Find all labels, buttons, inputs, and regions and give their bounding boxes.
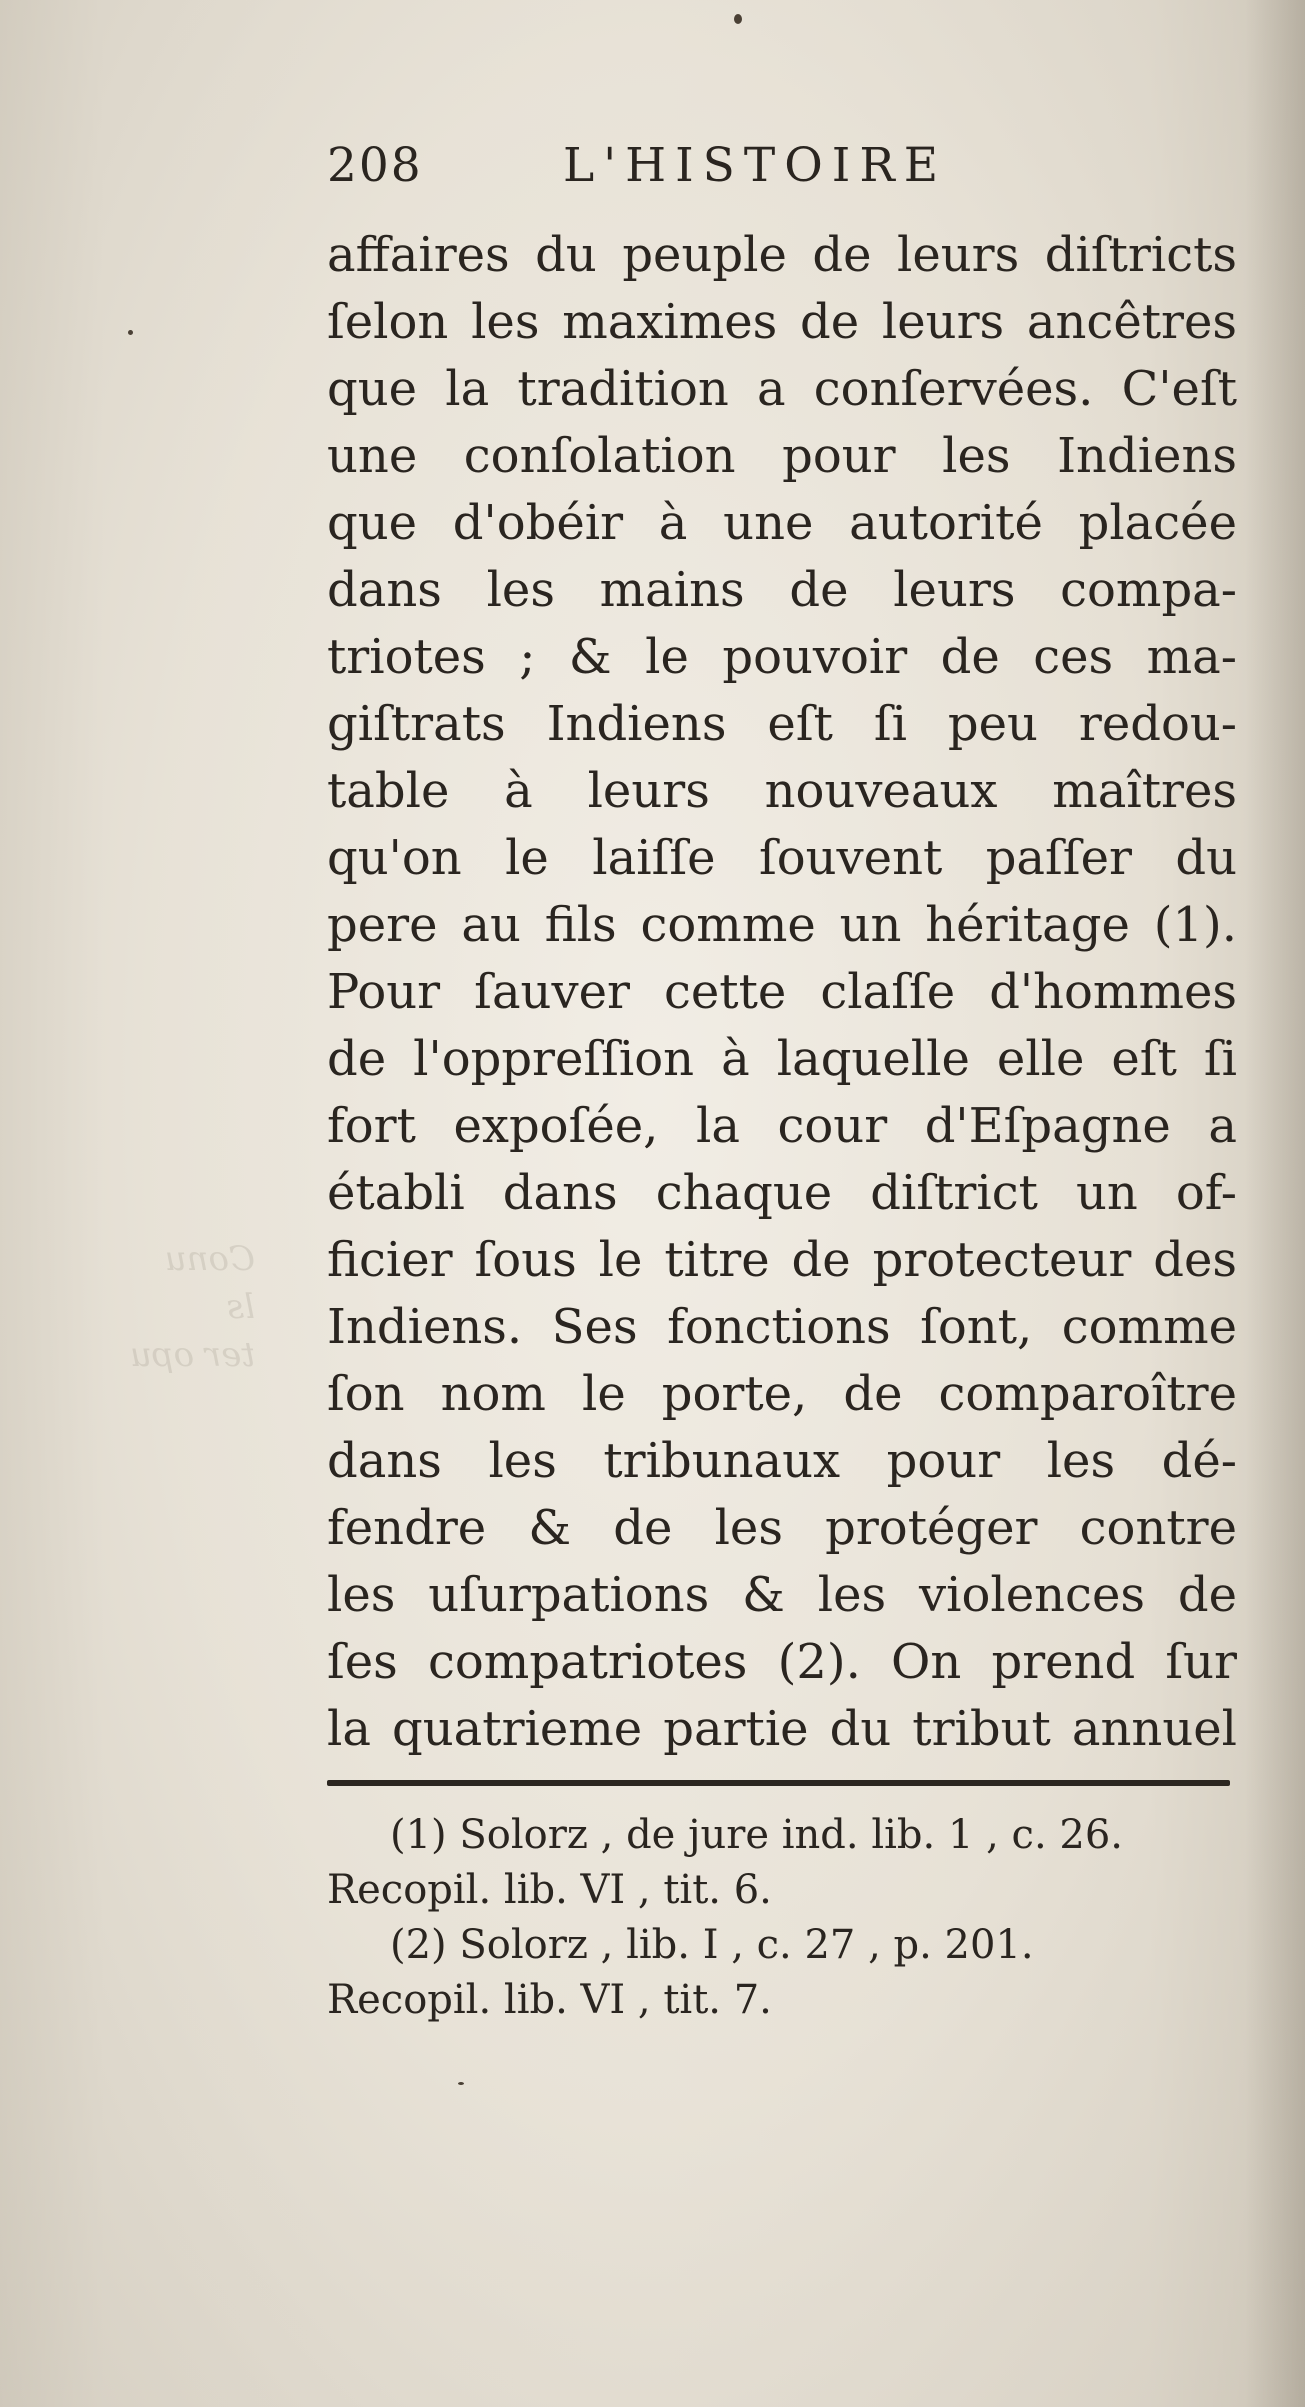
text-line: qu'on le laiſſe ſouvent paſſer du (327, 830, 1237, 886)
footnote-2-continuation: Recopil. lib. VI , tit. 7. (327, 1977, 772, 2023)
text-line: pere au fils comme un héritage (1). (327, 897, 1237, 953)
text-line: table à leurs nouveaux maîtres (327, 763, 1237, 819)
ink-speck (458, 2082, 464, 2085)
running-title: L'HISTOIRE (563, 138, 948, 193)
text-line: une conſolation pour les Indiens (327, 428, 1237, 484)
footnote-rule (327, 1780, 1230, 1786)
text-line: que la tradition a conſervées. C'eſt (327, 361, 1237, 417)
text-line: ficier ſous le titre de protecteur des (327, 1232, 1237, 1288)
text-line: Pour ſauver cette claſſe d'hommes (327, 964, 1237, 1020)
text-line: triotes ; & le pouvoir de ces ma- (327, 629, 1237, 685)
body-text (327, 222, 1237, 1763)
text-line: établi dans chaque diſtrict un of- (327, 1165, 1237, 1221)
footnotes (327, 1808, 1237, 2028)
footnote-1: (1) Solorz , de jure ind. lib. 1 , c. 26. (390, 1812, 1123, 1858)
text-line: ſon nom le porte, de comparoître (327, 1366, 1237, 1422)
page-number: 208 (327, 138, 423, 193)
footnote-2: (2) Solorz , lib. I , c. 27 , p. 201. (390, 1922, 1034, 1968)
text-line: giſtrats Indiens eſt ſi peu redou- (327, 696, 1237, 752)
page-gutter-shadow (1245, 0, 1305, 2407)
text-line: les uſurpations & les violences de (327, 1567, 1237, 1623)
text-line: dans les tribunaux pour les dé- (327, 1433, 1237, 1489)
ink-speck (128, 330, 133, 335)
text-line: ſelon les maximes de leurs ancêtres (327, 294, 1237, 350)
text-line: la quatrieme partie du tribut annuel (327, 1701, 1237, 1757)
text-line: dans les mains de leurs compa- (327, 562, 1237, 618)
text-line: de l'oppreſſion à laquelle elle eſt ſi (327, 1031, 1237, 1087)
running-header (327, 138, 1287, 208)
ink-speck (734, 14, 742, 24)
text-line: que d'obéir à une autorité placée (327, 495, 1237, 551)
text-line: fort expoſée, la cour d'Eſpagne a (327, 1098, 1237, 1154)
text-line: ſes compatriotes (2). On prend ſur (327, 1634, 1237, 1690)
text-line: fendre & de les protéger contre (327, 1500, 1237, 1556)
footnote-1-continuation: Recopil. lib. VI , tit. 6. (327, 1867, 772, 1913)
text-line: affaires du peuple de leurs diſtricts (327, 227, 1237, 283)
text-line: Indiens. Ses fonctions ſont, comme (327, 1299, 1237, 1355)
show-through-ink: Conu ls ter opu (130, 1239, 255, 1375)
